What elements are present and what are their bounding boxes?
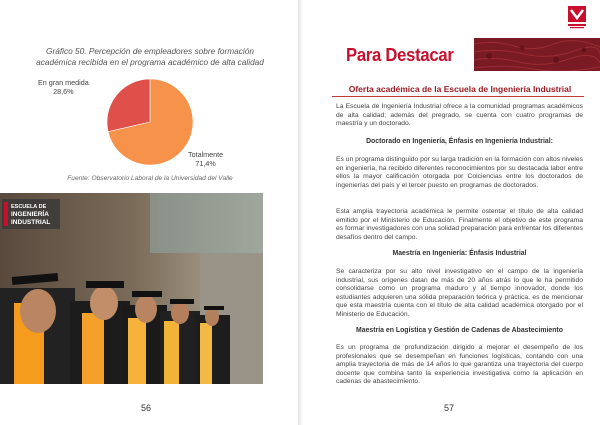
decorative-banner [474, 38, 600, 71]
pie-label-name: Totalmente [188, 150, 224, 159]
page-number-left: 56 [141, 403, 152, 413]
pie-label-name: En gran medida [38, 78, 89, 87]
page-number-right: 57 [444, 403, 455, 413]
paragraph-doctorado-1: Es un programa distinguido por su larga tradición en la formación con altos niveles en ingeniería, ha recibido diferentes reconocimientos por su destacada labor entre ellos la mayor calificación otorgada por Colciencias entre los doctorados de ingenierías del país y el tercer puesto en programas de doctorados. [336, 156, 583, 189]
sign-line-3: INDUSTRIAL [11, 219, 51, 226]
pie-label-en-gran-medida [38, 78, 89, 96]
pie-slice-en-gran-medida [107, 79, 150, 132]
pie-label-value: 28,6% [53, 87, 74, 96]
chart-source: Fuente: Observatorio Laboral de la Universidad del Valle [67, 175, 233, 182]
subheading-maestria-ingenieria: Maestría en Ingeniería: Énfasis Industrial [392, 250, 527, 257]
chart-title: Gráfico 50. Percepción de empleadores sobre formación académica recibida en el programa académico de alta calidad [36, 46, 264, 67]
university-logo-icon [566, 4, 588, 30]
section-divider [332, 96, 584, 97]
paragraph-maestria-ingenieria: Se caracteriza por su alto nivel investigativo en el campo de la ingeniería industrial, sus orígenes datan de más de 20 años atrás lo que le ha permitido consolidarse como un programa maduro y al tiempo innovador, donde los estudiantes adquieren una sólida preparación teórica y práctica, es de mencionar que esta maestría cuenta con el título de alta calidad académica otorgado por el Ministerio de Educación. [336, 268, 583, 318]
sign-line-1: ESCUELA DE [11, 204, 47, 210]
sign-line-2: INGENIERÍA [11, 211, 49, 218]
paragraph-maestria-logistica: Es un programa de profundización dirigido a mejorar el desempeño de los profesionales que se desempeñan en funciones logísticas, contando con una amplia trayectoria de más de 14 años lo que garantiza una trayectoria del cuerpo docente que combina tanto la experiencia investigativa como la aplicación en cadenas de abastecimiento. [336, 344, 583, 386]
section-title: Oferta académica de la Escuela de Ingeniería Industrial [348, 84, 572, 94]
pie-label-totalmente [188, 150, 223, 168]
subheading-doctorado: Doctorado en Ingeniería, Énfasis en Ingeniería Industrial: [366, 138, 553, 145]
paragraph-doctorado-2: Esta amplia trayectoria académica le permite ostentar el título de alta calidad emitido por el Ministerio de Educación. Finalmente el objetivo de este programa es formar investigadores con una solidad preparación para enfrentar los diferentes desafíos dentro del campo. [336, 208, 583, 241]
left-page [0, 0, 298, 425]
intro-paragraph: La Escuela de Ingeniería Industrial ofrece a la comunidad programas académicos de alta calidad; además del pregrado, se cuenta con cuatro programas de maestría y un doctorado. [336, 103, 583, 128]
subheading-maestria-logistica: Maestría en Logística y Gestión de Cadenas de Abastecimiento [356, 327, 563, 334]
pie-label-value: 71,4% [195, 159, 216, 168]
graduation-photo [0, 193, 263, 384]
pie-chart [100, 72, 200, 172]
section-header: Para Destacar [346, 44, 454, 65]
